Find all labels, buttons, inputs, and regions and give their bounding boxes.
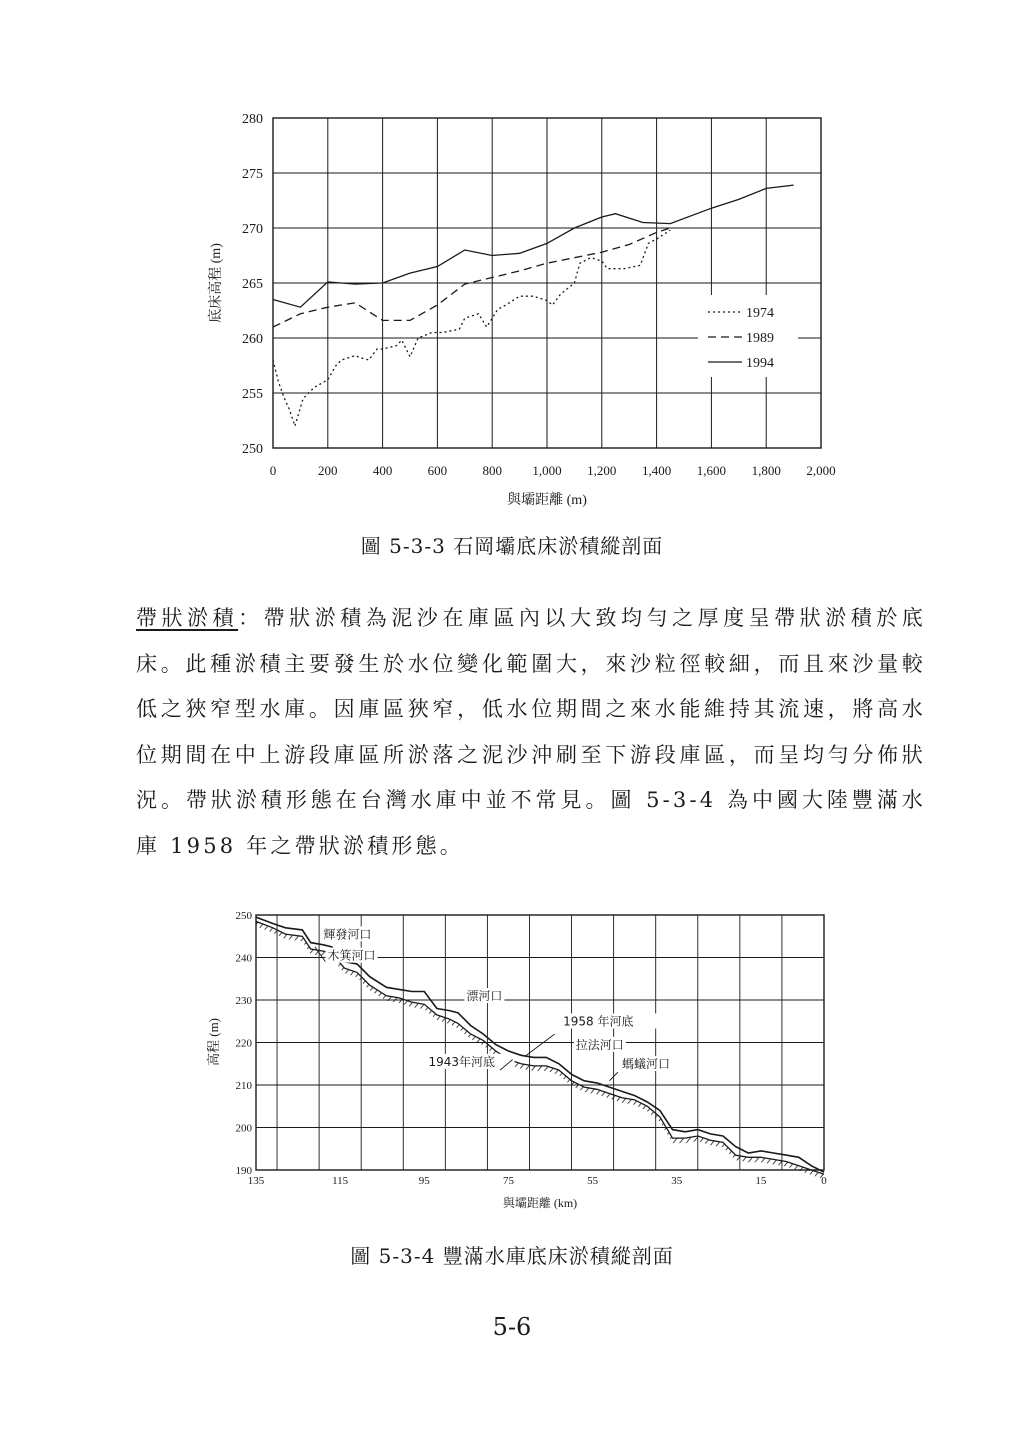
chart1-x-tick-label: 2,000 — [806, 463, 836, 478]
chart1-x-tick-label: 200 — [318, 463, 338, 478]
chart2-annotation-label: 1958 年河底 — [563, 1014, 634, 1029]
figure-2-caption: 圖 5-3-4 豐滿水庫底床淤積縱剖面 — [350, 1244, 674, 1268]
chart2-y-tick-label: 250 — [235, 910, 252, 922]
chart1-y-tick-label: 255 — [242, 387, 263, 402]
chart1-y-tick-label: 260 — [242, 332, 263, 347]
figure-2-chart — [200, 905, 840, 1215]
chart2-y-tick-label: 240 — [235, 952, 252, 965]
chart2-x-tick-label: 135 — [247, 1175, 265, 1187]
chart2-x-tick-label: 75 — [502, 1175, 514, 1187]
chart2-x-tick-label: 15 — [755, 1175, 767, 1187]
figure-1-chart — [190, 100, 850, 520]
chart1-x-tick-label: 1,600 — [696, 463, 727, 478]
chart1-y-tick-label: 265 — [242, 277, 263, 292]
paragraph-text: ：帶狀淤積為泥沙在庫區內以大致均勻之厚度呈帶狀淤積於底床。此種淤積主要發生於水位變化範圍大，來沙粒徑較細，而且來沙量較低之狹窄型水庫。因庫區狹窄，低水位期間之來水能維持其流速，將高水位期間在中上游段庫區所淤落之泥沙沖刷至下游段庫區，而呈均勻分佈狀況。帶狀淤積形態在台灣水庫中並不常見。圖 5-3-4 為中國大陸豐滿水庫 1958 年之帶狀淤積形態。 — [136, 606, 926, 858]
chart1-y-axis-label: 底床高程 (m) — [209, 243, 224, 323]
chart2-y-axis-label: 高程 (m) — [206, 1017, 221, 1067]
chart2-x-axis-label: 與壩距離 (km) — [502, 1196, 578, 1210]
chart1-grid — [273, 118, 821, 448]
chart1-y-tick-label: 250 — [242, 442, 263, 457]
chart1-legend-label: 1994 — [746, 356, 774, 371]
chart2-x-tick-label: 55 — [587, 1175, 599, 1187]
chart1-x-tick-label: 1,000 — [532, 463, 562, 478]
chart1-series-line-1974 — [273, 230, 670, 426]
chart1-x-tick-label: 1,800 — [751, 463, 781, 478]
chart2-y-tick-label: 230 — [235, 995, 252, 1007]
chart1-series-line-1994 — [273, 185, 794, 307]
chart2-x-tick-label: 0 — [821, 1175, 827, 1187]
chart1-x-axis-label: 與壩距離 (m) — [507, 493, 587, 508]
chart1-legend-label: 1989 — [746, 331, 774, 346]
chart2-annotation-label: 螞蟻河口 — [622, 1057, 671, 1071]
chart2-y-tick-label: 210 — [235, 1080, 252, 1092]
chart1-y-tick-label: 275 — [242, 167, 263, 182]
figure-1-caption: 圖 5-3-3 石岡壩底床淤積縱剖面 — [360, 534, 664, 558]
chart1-x-tick-label: 600 — [427, 463, 448, 478]
chart1-x-tick-label: 800 — [482, 463, 502, 478]
body-paragraph — [136, 596, 926, 869]
chart2-y-tick-label: 220 — [235, 1037, 252, 1050]
chart2-annotation-label: 漂河口 — [466, 989, 503, 1003]
chart1-legend-label: 1974 — [746, 306, 774, 321]
chart2-annotation-label: 拉法河口 — [575, 1037, 624, 1052]
chart2-annotation-label: 輝發河口 — [323, 927, 372, 942]
chart1-series-line-1989 — [273, 228, 670, 327]
chart2-annotation-label: 木箕河口 — [327, 948, 376, 963]
chart1-x-tick-label: 0 — [269, 463, 277, 478]
chart1-x-tick-label: 1,400 — [641, 463, 672, 478]
chart2-x-tick-label: 95 — [418, 1175, 430, 1187]
chart1-legend — [698, 295, 798, 377]
chart2-y-tick-label: 200 — [235, 1122, 252, 1135]
page-number: 5-6 — [492, 1313, 532, 1341]
chart1-x-tick-label: 1,200 — [587, 463, 617, 478]
chart1-y-tick-label: 280 — [242, 112, 263, 127]
chart2-x-tick-label: 115 — [332, 1175, 349, 1187]
term-banded-deposition: 帶狀淤積 — [136, 606, 239, 630]
chart2-x-tick-label: 35 — [671, 1175, 683, 1187]
chart2-y-tick-label: 190 — [235, 1165, 252, 1177]
chart2-annotation-label: 1943年河底 — [428, 1054, 496, 1069]
chart1-x-tick-label: 400 — [372, 463, 393, 478]
chart1-y-tick-label: 270 — [242, 222, 263, 237]
